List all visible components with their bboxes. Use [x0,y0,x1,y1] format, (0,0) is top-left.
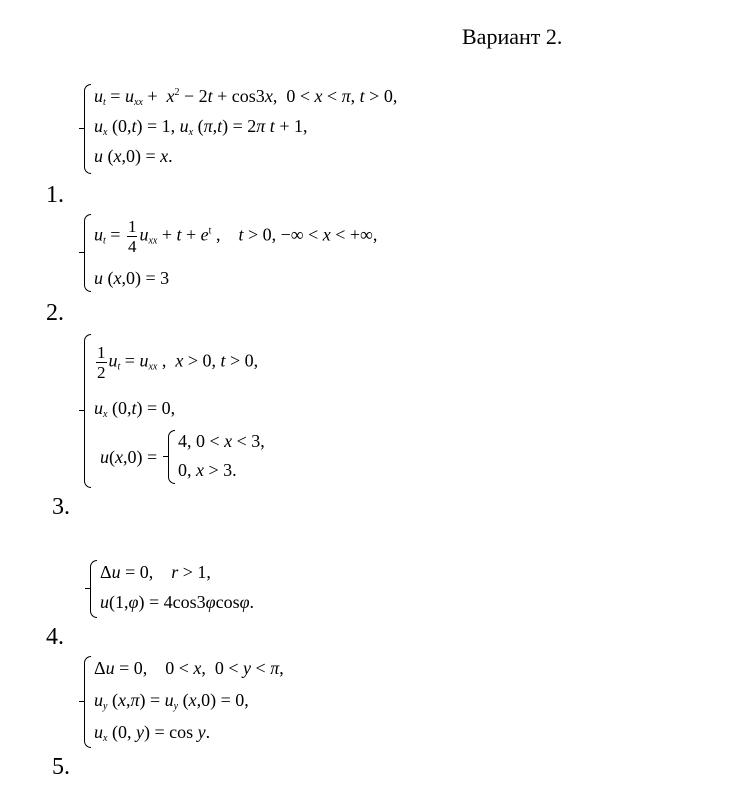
problem-1-initial: u (x,0) = x. [94,146,173,166]
problem-2-equation: $u_t$ = $\frac{1}{4}$ $u_{xx} + t + e^t$ , t > 0, −∞ < x < +∞, [94,217,378,256]
system-brace-3 [84,334,91,488]
system-brace-5 [84,656,91,748]
system-brace-4 [90,560,97,618]
problem-number-3: 3. [52,494,70,520]
problem-number-1: 1. [46,182,64,208]
problem-1-boundary: $u_x$ (0,t) = 1, $u_x$ (π,t) = 2π t + 1, [94,116,308,138]
system-brace-1 [84,84,91,174]
problem-2-initial: u (x,0) = 3 [94,268,170,288]
system-brace-2 [84,214,91,292]
problem-1-equation: $u_t = u_{xx} + x^2 - 2t + \cos 3x$, 0 < x < π, t > 0, [94,86,398,108]
problem-number-4: 4. [46,624,64,650]
problem-3-boundary: $u_x$ (0,t) = 0, [94,398,176,420]
problem-3-initial-label: u(x,0) = [100,447,158,467]
problem-3-equation: $\frac{1}{2}$ $u_t = u_{xx}$ , x > 0, t > 0, [97,343,259,382]
problem-number-5: 5. [52,754,70,780]
problem-number-2: 2. [46,300,64,326]
piecewise-brace [168,430,175,484]
problem-5-boundary: $u_y$ $(x,\pi) = u_y$ (x,0) = 0, [94,690,249,712]
problem-4-equation: Δu = 0, r > 1, [100,562,211,582]
problem-5-equation: Δu = 0, 0 < x, 0 < y < π, [94,658,284,678]
problem-4-boundary: u(1,φ) = 4cos3φcosφ. [100,592,255,612]
problem-3-piece-2: 0, x > 3. [178,460,237,480]
problem-3-piece-1: 4, 0 < x < 3, [178,431,265,451]
problem-5-initial: $u_x$ (0, y) = cos y. [94,722,211,744]
variant-title: Вариант 2. [462,24,563,49]
